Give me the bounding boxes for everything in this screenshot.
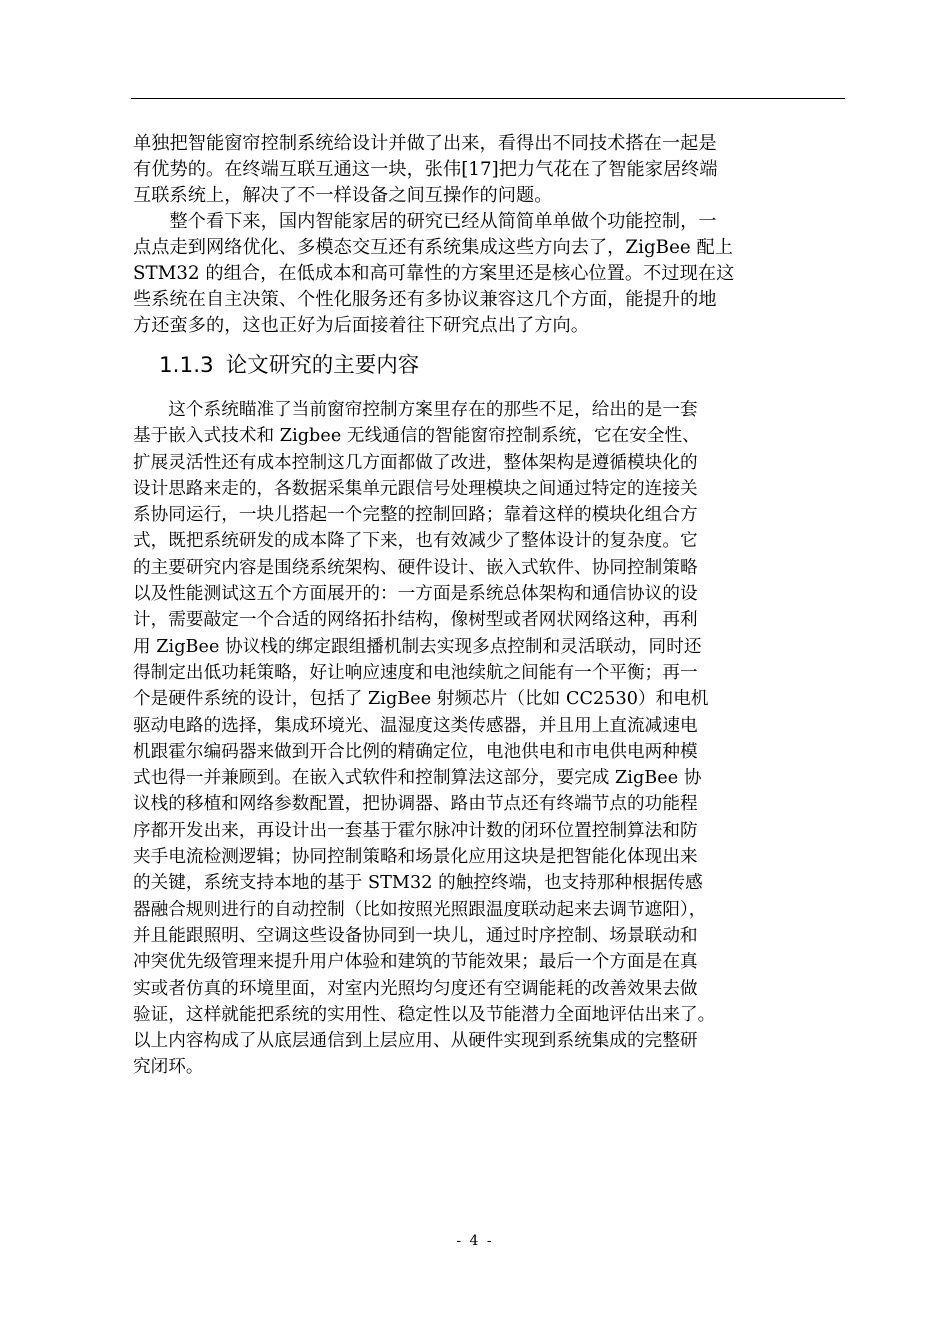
text-line: 单独把智能窗帘控制系统给设计并做了出来，看得出不同技术搭在一起是 [133,133,717,154]
text-line: 式，既把系统研发的成本降了下来，也有效减少了整体设计的复杂度。它 [133,531,698,552]
text-line: 以上内容构成了从底层通信到上层应用、从硬件实现到系统集成的完整研 [133,1031,698,1052]
text-line: 有优势的。在终端互联互通这一块，张伟[17]把力气花在了智能家居终端 [133,159,718,180]
section-title: 论文研究的主要内容 [225,353,420,378]
text-line: 的关键，系统支持本地的基于 STM32 的触控终端，也支持那种根据传感 [133,873,703,894]
text-line: 序都开发出来，再设计出一套基于霍尔脉冲计数的闭环位置控制算法和防 [133,820,698,841]
text-line: 冲突优先级管理来提升用户体验和建筑的节能效果；最后一个方面是在真 [133,952,698,973]
section-number: 1.1.3 [159,353,214,378]
text-line: 器融合规则进行的自动控制（比如按照光照跟温度联动起来去调节遮阳）， [133,899,707,920]
text-line: 点点走到网络优化、多模态交互还有系统集成这些方向去了，ZigBee 配上 [133,237,734,258]
text-line: 究闭环。 [133,1057,204,1078]
text-line: 互联系统上，解决了不一样设备之间互操作的问题。 [133,185,553,206]
text-line: 夹手电流检测逻辑；协同控制策略和场景化应用这块是把智能化体现出来 [133,847,698,868]
text-line: 这个系统瞄准了当前窗帘控制方案里存在的那些不足，给出的是一套 [133,400,698,420]
text-line: 些系统在自主决策、个性化服务还有多协议兼容这几个方面，能提升的地 [133,289,717,310]
text-line: 驱动电路的选择，集成环境光、温湿度这类传感器，并且用上直流减速电 [133,715,698,736]
text-line: 扩展灵活性还有成本控制这几方面都做了改进，整体架构是遵循模块化的 [133,452,698,473]
text-line: 议栈的移植和网络参数配置，把协调器、路由节点还有终端节点的功能程 [133,794,698,815]
text-line: STM32 的组合，在低成本和高可靠性的方案里还是核心位置。不过现在这 [133,263,735,284]
text-line: 得制定出低功耗策略，好让响应速度和电池续航之间能有一个平衡；再一 [133,662,698,683]
text-line: 的主要研究内容是围绕系统架构、硬件设计、嵌入式软件、协同控制策略 [133,557,698,578]
text-line: 系协同运行，一块儿搭起一个完整的控制回路；靠着这样的模块化组合方 [133,505,698,526]
text-line: 计，需要敲定一个合适的网络拓扑结构，像树型或者网状网络这种，再利 [133,610,698,631]
text-line: 并且能跟照明、空调这些设备协同到一块儿，通过时序控制、场景联动和 [133,925,698,946]
section-heading [159,348,419,384]
text-line: 机跟霍尔编码器来做到开合比例的精确定位，电池供电和市电供电两种模 [133,741,698,762]
header-rule [131,98,845,99]
text-line: 个是硬件系统的设计，包括了 ZigBee 射频芯片（比如 CC2530）和电机 [133,689,709,710]
text-line: 实或者仿真的环境里面，对室内光照均匀度还有空调能耗的改善效果去做 [133,978,698,999]
paragraph-block-b [133,397,853,1081]
text-line: 以及性能测试这五个方面展开的：一方面是系统总体架构和通信协议的设 [133,584,698,605]
text-line: 整个看下来，国内智能家居的研究已经从简简单单做个功能控制，一 [133,211,717,232]
paragraph-block-a [133,131,853,339]
text-line: 方还蛮多的，这也正好为后面接着往下研究点出了方向。 [133,315,589,336]
text-line: 设计思路来走的，各数据采集单元跟信号处理模块之间通过特定的连接关 [133,478,698,499]
text-line: 用 ZigBee 协议栈的绑定跟组播机制去实现多点控制和灵活联动，同时还 [133,636,702,657]
page-number: - 4 - [456,1233,494,1249]
text-line: 基于嵌入式技术和 Zigbee 无线通信的智能窗帘控制系统，它在安全性、 [133,426,700,447]
text-line: 验证，这样就能把系统的实用性、稳定性以及节能潜力全面地评估出来了。 [133,1004,716,1025]
text-line: 式也得一并兼顾到。在嵌入式软件和控制算法这部分，要完成 ZigBee 协 [133,768,702,789]
